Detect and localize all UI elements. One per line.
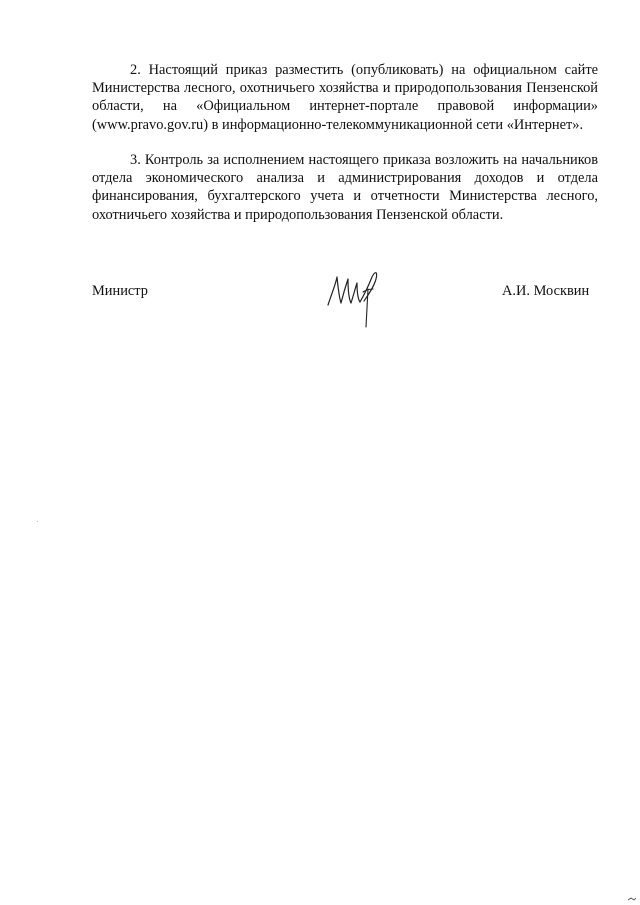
paragraph-3-block	[92, 151, 598, 224]
signatory-title: Министр	[92, 283, 148, 299]
paragraph-2: 2. Настоящий приказ разместить (опубликовать) на официальном сайте Министерства лесного, охотничьего хозяйства и природопользования Пензенской области, на «Официальном интернет-портале правовой информации» (www.pravo.gov.ru) в информационно-телекоммуникационной сети «Интернет».	[92, 62, 598, 133]
corner-scan-mark	[628, 897, 636, 901]
scan-speck	[37, 521, 38, 522]
paragraph-3: 3. Контроль за исполнением настоящего приказа возложить на начальников отдела экономического анализа и администрирования доходов и отдела финансирования, бухгалтерского учета и отчетности Министерства лесного, охотничьего хозяйства и природопользования Пензенской области.	[92, 152, 598, 223]
signature-row	[0, 283, 640, 343]
signatory-name: А.И. Москвин	[502, 283, 590, 299]
handwritten-signature	[322, 265, 392, 335]
paragraph-2-block	[92, 61, 598, 134]
